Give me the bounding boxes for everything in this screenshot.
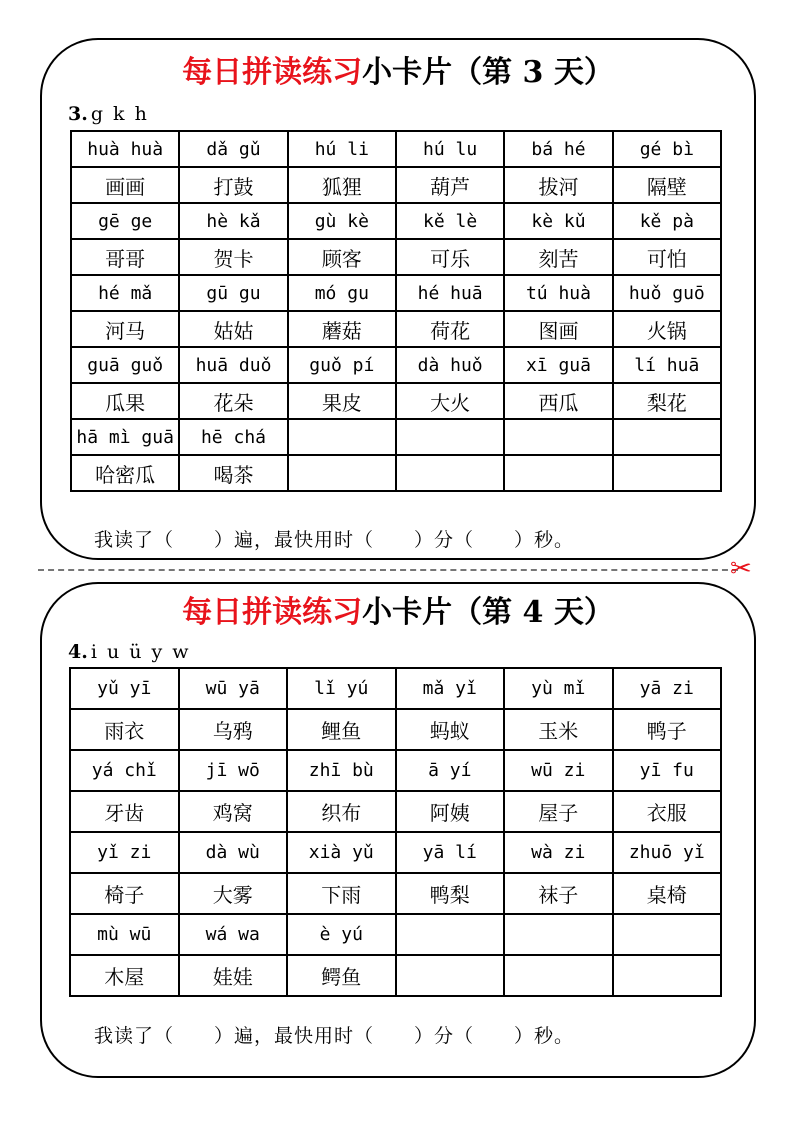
hanzi-cell: 果皮	[288, 383, 396, 419]
pinyin-row	[71, 347, 721, 383]
pinyin-cell: hé huā	[396, 275, 504, 311]
hanzi-cell: 桌椅	[613, 873, 722, 914]
hanzi-cell: 蚂蚁	[396, 709, 505, 750]
hanzi-cell	[613, 455, 721, 491]
pinyin-cell: huā duǒ	[179, 347, 287, 383]
hanzi-cell: 隔壁	[613, 167, 721, 203]
card-title	[42, 54, 754, 92]
pinyin-cell: tú huà	[504, 275, 612, 311]
pinyin-row	[71, 275, 721, 311]
pinyin-cell: lǐ yú	[287, 668, 396, 709]
pinyin-cell: yá chǐ	[70, 750, 179, 791]
hanzi-row	[71, 167, 721, 203]
pinyin-cell: xià yǔ	[287, 832, 396, 873]
pinyin-cell: dà wù	[179, 832, 288, 873]
hanzi-cell	[504, 455, 612, 491]
hanzi-cell	[504, 955, 613, 996]
pinyin-cell: mǎ yǐ	[396, 668, 505, 709]
card-title-black: 小卡片（第 3 天）	[362, 55, 614, 90]
pinyin-cell: yù mǐ	[504, 668, 613, 709]
hanzi-cell: 娃娃	[179, 955, 288, 996]
scissors-icon: ✂	[730, 554, 752, 584]
pinyin-cell: wà zi	[504, 832, 613, 873]
pinyin-cell: ā yí	[396, 750, 505, 791]
lesson-number: 4.	[68, 641, 88, 663]
practice-card-day-4	[40, 582, 756, 1078]
pinyin-cell: yā lí	[396, 832, 505, 873]
hanzi-cell: 牙齿	[70, 791, 179, 832]
lesson-header	[68, 641, 191, 663]
hanzi-row	[70, 955, 721, 996]
practice-card-day-3	[40, 38, 756, 560]
hanzi-cell: 河马	[71, 311, 179, 347]
hanzi-cell: 乌鸦	[179, 709, 288, 750]
card-title	[42, 594, 754, 632]
reading-record-line: 我读了（ ）遍，最快用时（ ）分（ ）秒。	[94, 1025, 575, 1047]
pinyin-cell: huà huà	[71, 131, 179, 167]
hanzi-cell: 顾客	[288, 239, 396, 275]
pinyin-cell: hé mǎ	[71, 275, 179, 311]
pinyin-cell: hú li	[288, 131, 396, 167]
lesson-number: 3.	[68, 103, 88, 125]
pinyin-cell: gù kè	[288, 203, 396, 239]
reading-record-line: 我读了（ ）遍，最快用时（ ）分（ ）秒。	[94, 529, 575, 551]
pinyin-cell: yā zi	[613, 668, 722, 709]
pinyin-cell: jī wō	[179, 750, 288, 791]
hanzi-cell	[613, 955, 722, 996]
hanzi-cell: 鸡窝	[179, 791, 288, 832]
pinyin-row	[70, 914, 721, 955]
hanzi-cell: 姑姑	[179, 311, 287, 347]
hanzi-cell: 鳄鱼	[287, 955, 396, 996]
pinyin-cell	[613, 419, 721, 455]
pinyin-row	[70, 832, 721, 873]
pinyin-cell: gé bì	[613, 131, 721, 167]
pinyin-cell: kè kǔ	[504, 203, 612, 239]
hanzi-row	[71, 455, 721, 491]
hanzi-cell: 喝茶	[179, 455, 287, 491]
word-grid	[70, 130, 722, 492]
pinyin-cell	[396, 914, 505, 955]
pinyin-cell: gū gu	[179, 275, 287, 311]
card-title-black: 小卡片（第 4 天）	[362, 595, 614, 630]
pinyin-cell: zhuō yǐ	[613, 832, 722, 873]
hanzi-cell: 荷花	[396, 311, 504, 347]
hanzi-cell: 刻苦	[504, 239, 612, 275]
hanzi-cell: 大雾	[179, 873, 288, 914]
hanzi-cell: 大火	[396, 383, 504, 419]
pinyin-cell: wū zi	[504, 750, 613, 791]
hanzi-cell: 哈密瓜	[71, 455, 179, 491]
hanzi-cell: 织布	[287, 791, 396, 832]
hanzi-cell: 鲤鱼	[287, 709, 396, 750]
hanzi-row	[71, 383, 721, 419]
pinyin-cell: hē chá	[179, 419, 287, 455]
hanzi-cell: 贺卡	[179, 239, 287, 275]
word-grid	[69, 667, 722, 997]
hanzi-cell: 玉米	[504, 709, 613, 750]
hanzi-cell: 可乐	[396, 239, 504, 275]
pinyin-cell: yǐ zi	[70, 832, 179, 873]
pinyin-cell	[613, 914, 722, 955]
pinyin-cell	[396, 419, 504, 455]
lesson-letters: i u ü y w	[90, 641, 191, 663]
hanzi-cell: 鸭梨	[396, 873, 505, 914]
lesson-letters: g k h	[90, 103, 149, 125]
hanzi-cell: 狐狸	[288, 167, 396, 203]
hanzi-cell: 雨衣	[70, 709, 179, 750]
pinyin-cell	[504, 914, 613, 955]
hanzi-cell: 瓜果	[71, 383, 179, 419]
hanzi-cell: 鸭子	[613, 709, 722, 750]
hanzi-cell	[288, 455, 396, 491]
pinyin-row	[70, 750, 721, 791]
hanzi-cell: 蘑菇	[288, 311, 396, 347]
pinyin-cell: mó gu	[288, 275, 396, 311]
pinyin-cell: guǒ pí	[288, 347, 396, 383]
pinyin-cell: kě pà	[613, 203, 721, 239]
hanzi-row	[70, 873, 721, 914]
hanzi-cell	[396, 455, 504, 491]
pinyin-cell: guā guǒ	[71, 347, 179, 383]
pinyin-cell: bá hé	[504, 131, 612, 167]
pinyin-cell	[504, 419, 612, 455]
hanzi-cell	[396, 955, 505, 996]
hanzi-row	[70, 791, 721, 832]
hanzi-cell: 梨花	[613, 383, 721, 419]
pinyin-cell: huǒ guō	[613, 275, 721, 311]
hanzi-cell: 画画	[71, 167, 179, 203]
pinyin-cell: lí huā	[613, 347, 721, 383]
hanzi-cell: 葫芦	[396, 167, 504, 203]
pinyin-cell: dǎ gǔ	[179, 131, 287, 167]
hanzi-cell: 衣服	[613, 791, 722, 832]
pinyin-cell: hā mì guā	[71, 419, 179, 455]
lesson-header	[68, 103, 149, 125]
hanzi-cell: 火锅	[613, 311, 721, 347]
hanzi-cell: 袜子	[504, 873, 613, 914]
pinyin-cell: yī fu	[613, 750, 722, 791]
pinyin-cell: è yú	[287, 914, 396, 955]
pinyin-row	[71, 419, 721, 455]
pinyin-cell: zhī bù	[287, 750, 396, 791]
hanzi-row	[71, 239, 721, 275]
pinyin-cell: hú lu	[396, 131, 504, 167]
card-title-red: 每日拼读练习	[182, 55, 363, 90]
pinyin-cell: wá wa	[179, 914, 288, 955]
hanzi-cell: 花朵	[179, 383, 287, 419]
card-title-red: 每日拼读练习	[182, 595, 363, 630]
pinyin-row	[71, 131, 721, 167]
hanzi-cell: 椅子	[70, 873, 179, 914]
pinyin-cell: wū yā	[179, 668, 288, 709]
hanzi-cell: 哥哥	[71, 239, 179, 275]
pinyin-cell: hè kǎ	[179, 203, 287, 239]
hanzi-cell: 下雨	[287, 873, 396, 914]
pinyin-cell: xī guā	[504, 347, 612, 383]
pinyin-row	[70, 668, 721, 709]
pinyin-row	[71, 203, 721, 239]
hanzi-row	[70, 709, 721, 750]
hanzi-cell: 拔河	[504, 167, 612, 203]
hanzi-cell: 打鼓	[179, 167, 287, 203]
pinyin-cell: kě lè	[396, 203, 504, 239]
pinyin-cell: dà huǒ	[396, 347, 504, 383]
pinyin-cell: gē ge	[71, 203, 179, 239]
hanzi-cell: 阿姨	[396, 791, 505, 832]
hanzi-cell: 屋子	[504, 791, 613, 832]
cut-line	[38, 569, 738, 571]
hanzi-cell: 木屋	[70, 955, 179, 996]
hanzi-cell: 西瓜	[504, 383, 612, 419]
hanzi-cell: 可怕	[613, 239, 721, 275]
hanzi-row	[71, 311, 721, 347]
pinyin-cell: mù wū	[70, 914, 179, 955]
pinyin-cell	[288, 419, 396, 455]
hanzi-cell: 图画	[504, 311, 612, 347]
pinyin-cell: yǔ yī	[70, 668, 179, 709]
